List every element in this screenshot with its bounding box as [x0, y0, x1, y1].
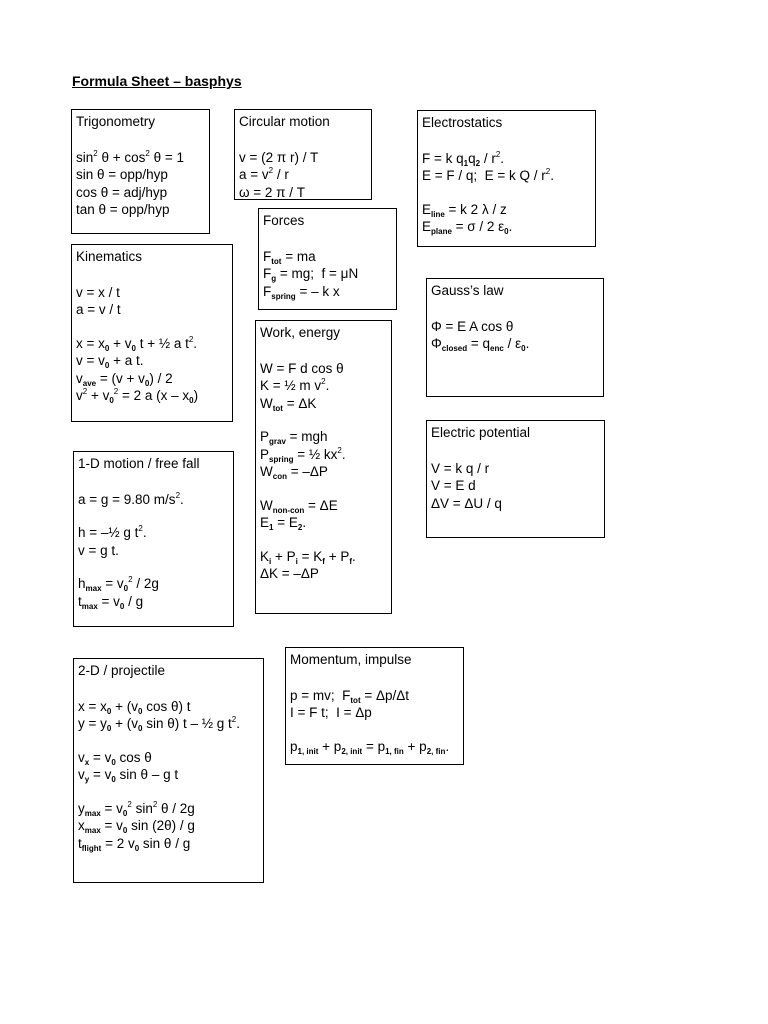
- formula-line: $y = y_0 + (v_0$ sin θ) t – ½ g $t^2$.: [78, 715, 240, 733]
- box-heading: Electrostatics: [422, 115, 503, 130]
- formula-line: ΔK = –ΔP: [260, 566, 319, 581]
- formula-line: E = F / q; E = k Q / $r^2$.: [422, 167, 555, 183]
- box-momentum-impulse: [285, 647, 464, 765]
- formula-line: ΔV = ΔU / q: [431, 495, 502, 511]
- formula-line: $W_{non-con} = \Delta E$: [260, 497, 338, 515]
- box-heading: 1-D motion / free fall: [78, 456, 200, 471]
- box-kinematics: [71, 244, 233, 422]
- formula-line: Φ = E A cos θ: [431, 318, 514, 334]
- formula-line: $P_{spring}$ = ½ $kx^2$.: [260, 445, 346, 464]
- formula-line: $v^2 + v_0^2 = 2$ a $(x - x_0)$: [76, 387, 199, 405]
- formula-line: $W_{con} = -\Delta P$: [260, 464, 328, 481]
- box-electrostatics: [417, 110, 596, 247]
- formula-line: I = F t; I = Δp: [290, 705, 372, 720]
- formula-line: $K_i + P_i = K_f + P_f$.: [260, 548, 356, 566]
- box-free-fall: [73, 451, 234, 627]
- formula-line: h = –½ g $t^2$.: [78, 524, 147, 540]
- box-gauss-law: [426, 278, 604, 397]
- formula-line: W = F d cos θ: [260, 360, 344, 376]
- formula-line: $F_g$ = mg; f = μN: [263, 266, 359, 283]
- box-heading: 2-D / projectile: [78, 663, 166, 678]
- formula-line: $E_1 = E_2$.: [260, 515, 307, 532]
- formula-line: p = mv; $F_{tot} = \Delta p/\Delta t$: [290, 687, 410, 705]
- box-heading: Circular motion: [239, 114, 330, 129]
- formula-line: $E_{plane} = \sigma / 2$ $\varepsilon_0$.: [422, 219, 513, 236]
- box-heading: Forces: [263, 213, 305, 228]
- box-heading: Electric potential: [431, 425, 531, 440]
- box-heading: Trigonometry: [76, 114, 156, 129]
- box-circular-motion: [234, 109, 372, 200]
- formula-line: $E_{line} = k$ 2 λ / z: [422, 201, 507, 219]
- formula-line: $x_{max} = v_0$ sin (2θ) / g: [78, 818, 195, 835]
- box-heading: Work, energy: [260, 325, 341, 340]
- formula-line: $v_y = v_0$ sin θ – g t: [78, 767, 179, 784]
- formula-line: $P_{grav}$ = mgh: [260, 429, 328, 446]
- box-heading: Kinematics: [76, 249, 143, 264]
- formula-line: F = k $q_1q_2 / r^2$.: [422, 149, 505, 168]
- formula-line: sin θ = opp/hyp: [76, 167, 168, 182]
- formula-line: $t_{flight} = 2$ $v_0$ sin θ / g: [78, 835, 191, 853]
- formula-line: $x = x_0 + (v_0$ cos θ) t: [78, 698, 191, 716]
- box-heading: Momentum, impulse: [290, 652, 412, 667]
- formula-line: $p_{1, init} + p_{2, init} = p_{1, fin} + p_{2, fin}$.: [290, 738, 450, 756]
- box-heading: Gauss’s law: [431, 283, 504, 298]
- formula-line: $\Phi_{closed} = q_{enc} / \varepsilon_0$.: [431, 336, 530, 353]
- formula-line: $v_{ave} = (v + v_0) / 2$: [76, 370, 173, 388]
- formula-line: $y_{max} = v_0^2$ $\sin^2 \theta / 2g$: [78, 799, 195, 818]
- formula-line: $v_x = v_0$ cos θ: [78, 749, 152, 767]
- box-projectile: [73, 658, 264, 883]
- formula-line: $v = v_0 + a$ t.: [76, 353, 144, 370]
- formula-line: K = ½ m $v^2$.: [260, 377, 330, 393]
- box-work-energy: [255, 320, 392, 614]
- formula-line: v = x / t: [76, 284, 120, 300]
- formula-line: $h_{max} = v_0^2 / 2g$: [78, 575, 159, 593]
- formula-line: $x = x_0 + v_0$ t + ½ a $t^2$.: [76, 334, 198, 353]
- formula-line: V = k q / r: [431, 460, 490, 476]
- formula-line: $t_{max} = v_0 / g$: [78, 593, 144, 611]
- box-trigonometry: [71, 109, 210, 234]
- box-electric-potential: [426, 420, 605, 538]
- formula-line: cos θ = adj/hyp: [76, 184, 168, 200]
- formula-line: v = (2 π r) / T: [239, 149, 319, 165]
- box-forces: [258, 208, 397, 310]
- formula-line: $W_{tot} = \Delta K$: [260, 395, 317, 413]
- formula-line: a = g = 9.80 $m/s^2$.: [78, 490, 184, 507]
- formula-line: v = g t.: [78, 542, 119, 558]
- formula-line: a = v / t: [76, 302, 121, 317]
- formula-line: $F_{tot}$ = ma: [263, 248, 316, 266]
- formula-line: ω = 2 π / T: [239, 184, 305, 200]
- formula-line: $F_{spring}$ = – k x: [263, 283, 340, 301]
- formula-line: $a = v^2 / r$: [239, 166, 289, 182]
- formula-line: $\sin^2 \theta + \cos^2 \theta = 1$: [76, 148, 184, 165]
- page-title: Formula Sheet – basphys: [72, 73, 242, 89]
- formula-line: tan θ = opp/hyp: [76, 202, 170, 217]
- formula-line: V = E d: [431, 478, 476, 493]
